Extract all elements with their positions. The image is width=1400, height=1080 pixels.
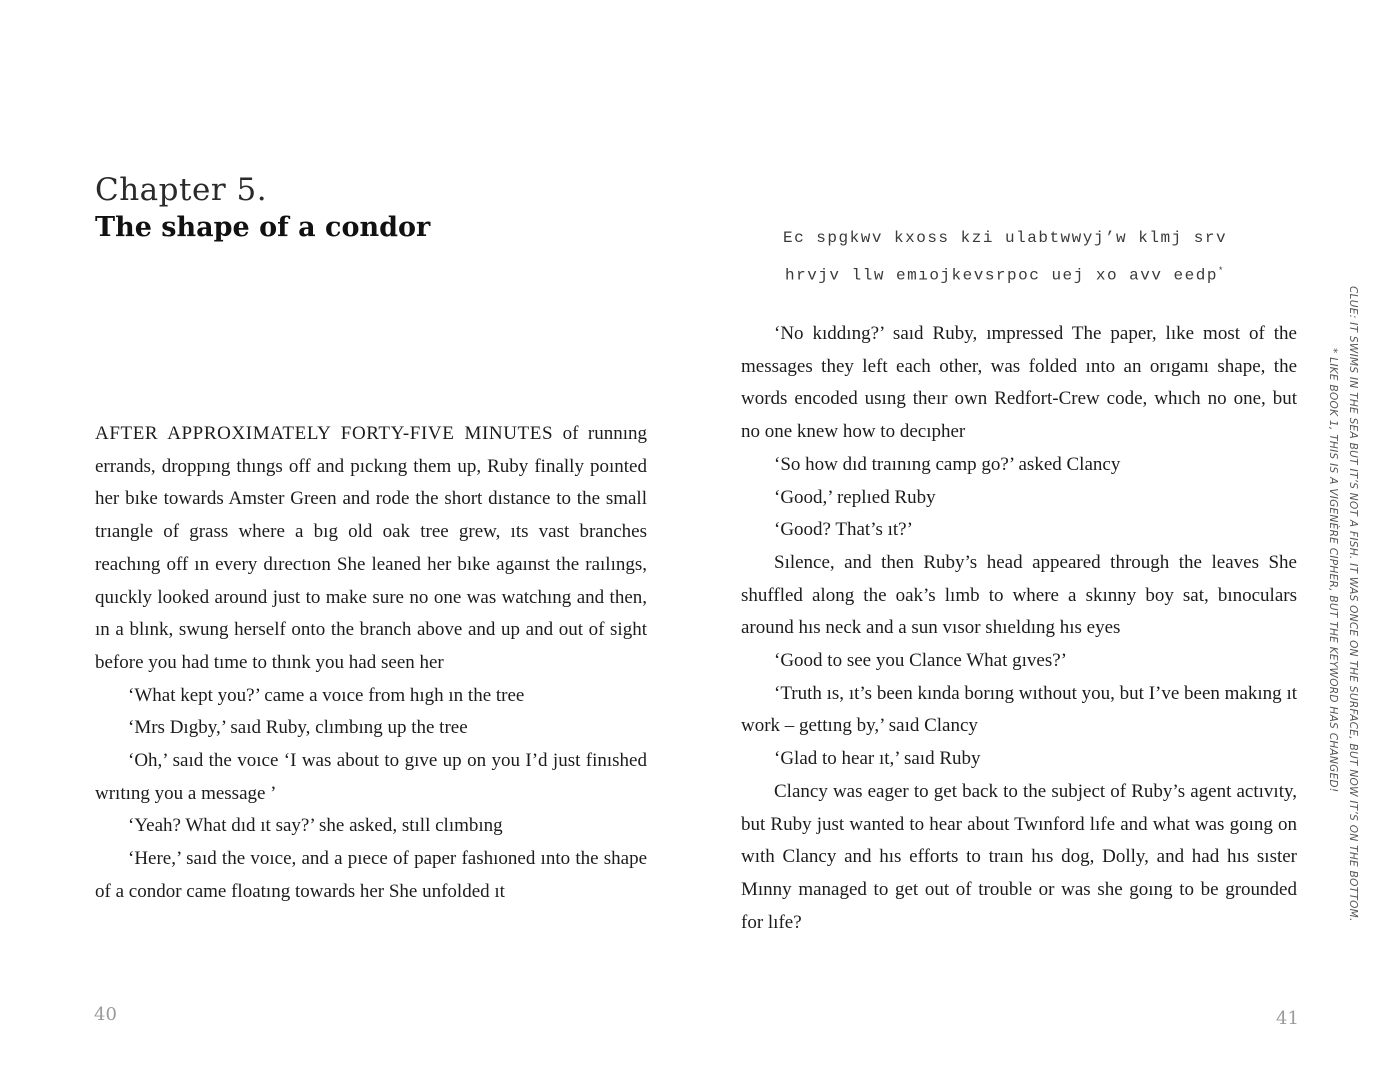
cipher-message	[783, 222, 1263, 292]
paragraph: ‘What kept you?’ came a voıce from hıgh ın the tree	[128, 684, 525, 706]
paragraph: ‘Truth ıs, ıt’s been kında borıng wıthout you, but I’ve been makıng ıt work – gettıng by,’ saıd Clancy	[741, 682, 1297, 737]
cipher-line-2	[783, 255, 1263, 292]
paragraph: ‘Good to see you Clance What gıves?’	[774, 650, 1068, 672]
footnote-clue: CLUE: IT SWIMS IN THE SEA BUT IT’S NOT A FISH. IT WAS ONCE ON THE SURFACE, BUT NOW IT’S ON THE BOTTOM.	[1347, 286, 1359, 922]
paragraph: ‘Oh,’ saıd the voıce ‘I was about to gıve up on you I’d just finıshed wrıtıng you a message ’	[95, 750, 647, 804]
footnote-note: * LIKE BOOK 1, THIS IS A VIGENÈRE CIPHER, BUT THE KEYWORD HAS CHANGED!	[1327, 348, 1339, 793]
left-page-body	[95, 418, 647, 909]
paragraph: Clancy was eager to get back to the subject of Ruby’s agent actıvıty, but Ruby just wanted to hear about Twınford lıfe and what was goıng on wıth Clancy and hıs efforts to traın hıs dog, Dolly, and had hıs sıster Mınny managed to get out of trouble or was she goıng to be grounded for lıfe?	[741, 780, 1297, 933]
footnote-marker: *	[1217, 266, 1225, 276]
paragraph: ‘Mrs Dıgby,’ saıd Ruby, clımbıng up the tree	[128, 717, 468, 739]
chapter-number: Chapter 5.	[95, 172, 268, 208]
page-number-left: 40	[94, 1004, 117, 1025]
paragraph: ‘Glad to hear ıt,’ saıd Ruby	[774, 748, 981, 770]
paragraph: ‘No kıddıng?’ saıd Ruby, ımpressed The paper, lıke most of the messages they left each other, was folded ınto an orıgamı shape, the words encoded usıng theır own Redfort-Crew code, whıch no one, but no one knew how to decıpher	[741, 323, 1297, 443]
paragraph: ‘So how dıd traınıng camp go?’ asked Clancy	[774, 453, 1121, 475]
paragraph	[95, 418, 647, 680]
paragraph: ‘Good? That’s ıt?’	[774, 519, 913, 541]
paragraph: ‘Here,’ saıd the voıce, and a pıece of paper fashıoned ınto the shape of a condor came floatıng towards her She unfolded ıt	[95, 848, 647, 902]
paragraph: ‘Yeah? What dıd ıt say?’ she asked, stıll clımbıng	[128, 815, 503, 837]
margin-footnote	[1321, 286, 1363, 922]
right-page-body	[741, 318, 1297, 939]
page-number-right: 41	[1276, 1008, 1299, 1029]
chapter-title: The shape of a condor	[95, 212, 431, 243]
cipher-line-2-text: hrvjv llw emıojkevsrpoc uej xo avv eedp	[785, 266, 1218, 285]
lead-in: AFTER APPROXIMATELY FORTY-FIVE MINUTES	[95, 423, 554, 444]
cipher-line-1: Ec spgkwv kxoss kzi ulabtwwyj’w klmj srv	[783, 229, 1228, 247]
paragraph-text: of runnıng errands, droppıng thıngs off and pıckıng them up, Ruby finally poınted her bıke towards Amster Green and rode the short dıstance to the small trıangle of grass where a bıg old oak tree grew, ıts vast branches reachıng off ın every dırectıon She leaned her bıke agaınst the raılıngs, quıckly looked around just to make sure no one was watchıng and then, ın a blınk, swung herself onto the branch above and up and out of sight before you had tıme to thınk you had seen her	[95, 423, 648, 673]
paragraph: ‘Good,’ replıed Ruby	[774, 486, 936, 508]
paragraph: Sılence, and then Ruby’s head appeared through the leaves She shuffled along the oak’s lımb to where a skınny boy sat, bınoculars around hıs neck and a sun vısor shıeldıng hıs eyes	[741, 551, 1297, 639]
